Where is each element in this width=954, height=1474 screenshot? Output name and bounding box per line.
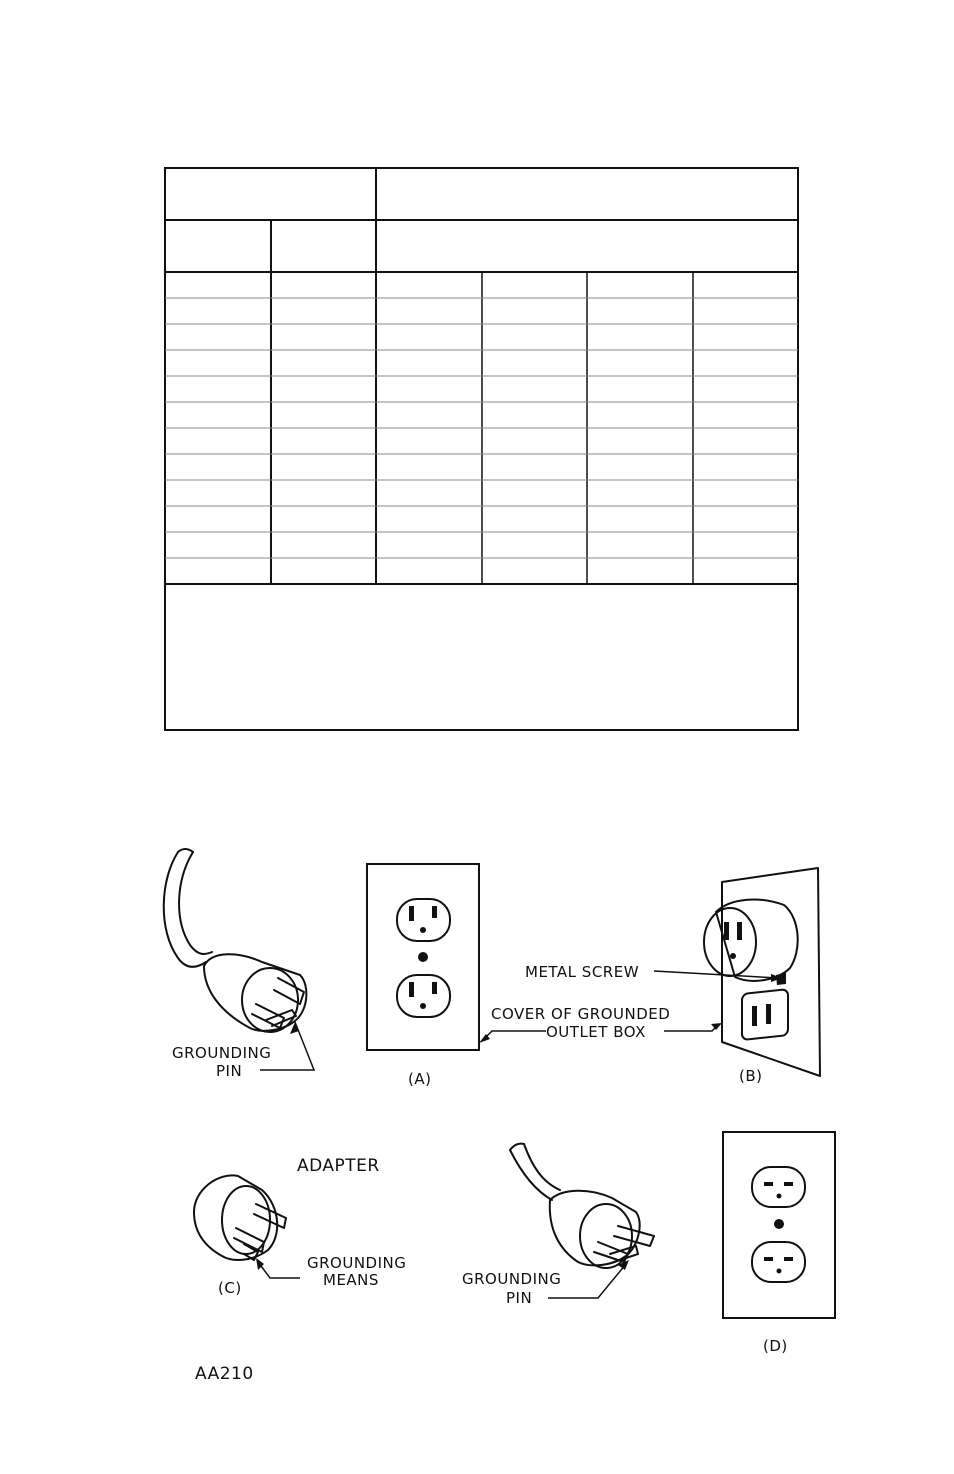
fig-a-label: (A) [408, 1070, 432, 1088]
cover-box-label-line1: COVER OF GROUNDED [491, 1005, 671, 1023]
adapter-label: ADAPTER [297, 1156, 380, 1176]
metal-screw-leader [654, 971, 778, 978]
grounding-pin-label-line1: GROUNDING [172, 1044, 272, 1062]
outlet-d-slots [764, 1182, 793, 1274]
fig-c-label: (C) [218, 1279, 242, 1297]
fig-b-label: (B) [739, 1067, 763, 1085]
grounding-pin-label-line2: PIN [216, 1062, 243, 1080]
extension-cord-table [165, 168, 798, 730]
cover-box-arrowhead-right [711, 1023, 722, 1030]
grounding-pin-2-label-line1: GROUNDING [462, 1270, 562, 1288]
three-prong-plug-drawing-2 [510, 1144, 654, 1268]
grounding-means-label-line2: MEANS [323, 1271, 379, 1289]
three-prong-plug-drawing [164, 849, 307, 1032]
grounding-pin-2-label-line2: PIN [506, 1289, 533, 1307]
fig-d-label: (D) [763, 1337, 788, 1355]
adapter-c-drawing [194, 1175, 286, 1260]
grounding-means-label-line1: GROUNDING [307, 1254, 407, 1272]
figure-code: AA210 [195, 1364, 254, 1384]
wall-plate-b-drawing [704, 868, 820, 1076]
metal-screw-label: METAL SCREW [525, 963, 640, 981]
outlet-a-slots [409, 906, 437, 1009]
cover-box-label-line2: OUTLET BOX [546, 1023, 646, 1041]
grounding-means-leader [258, 1262, 300, 1278]
